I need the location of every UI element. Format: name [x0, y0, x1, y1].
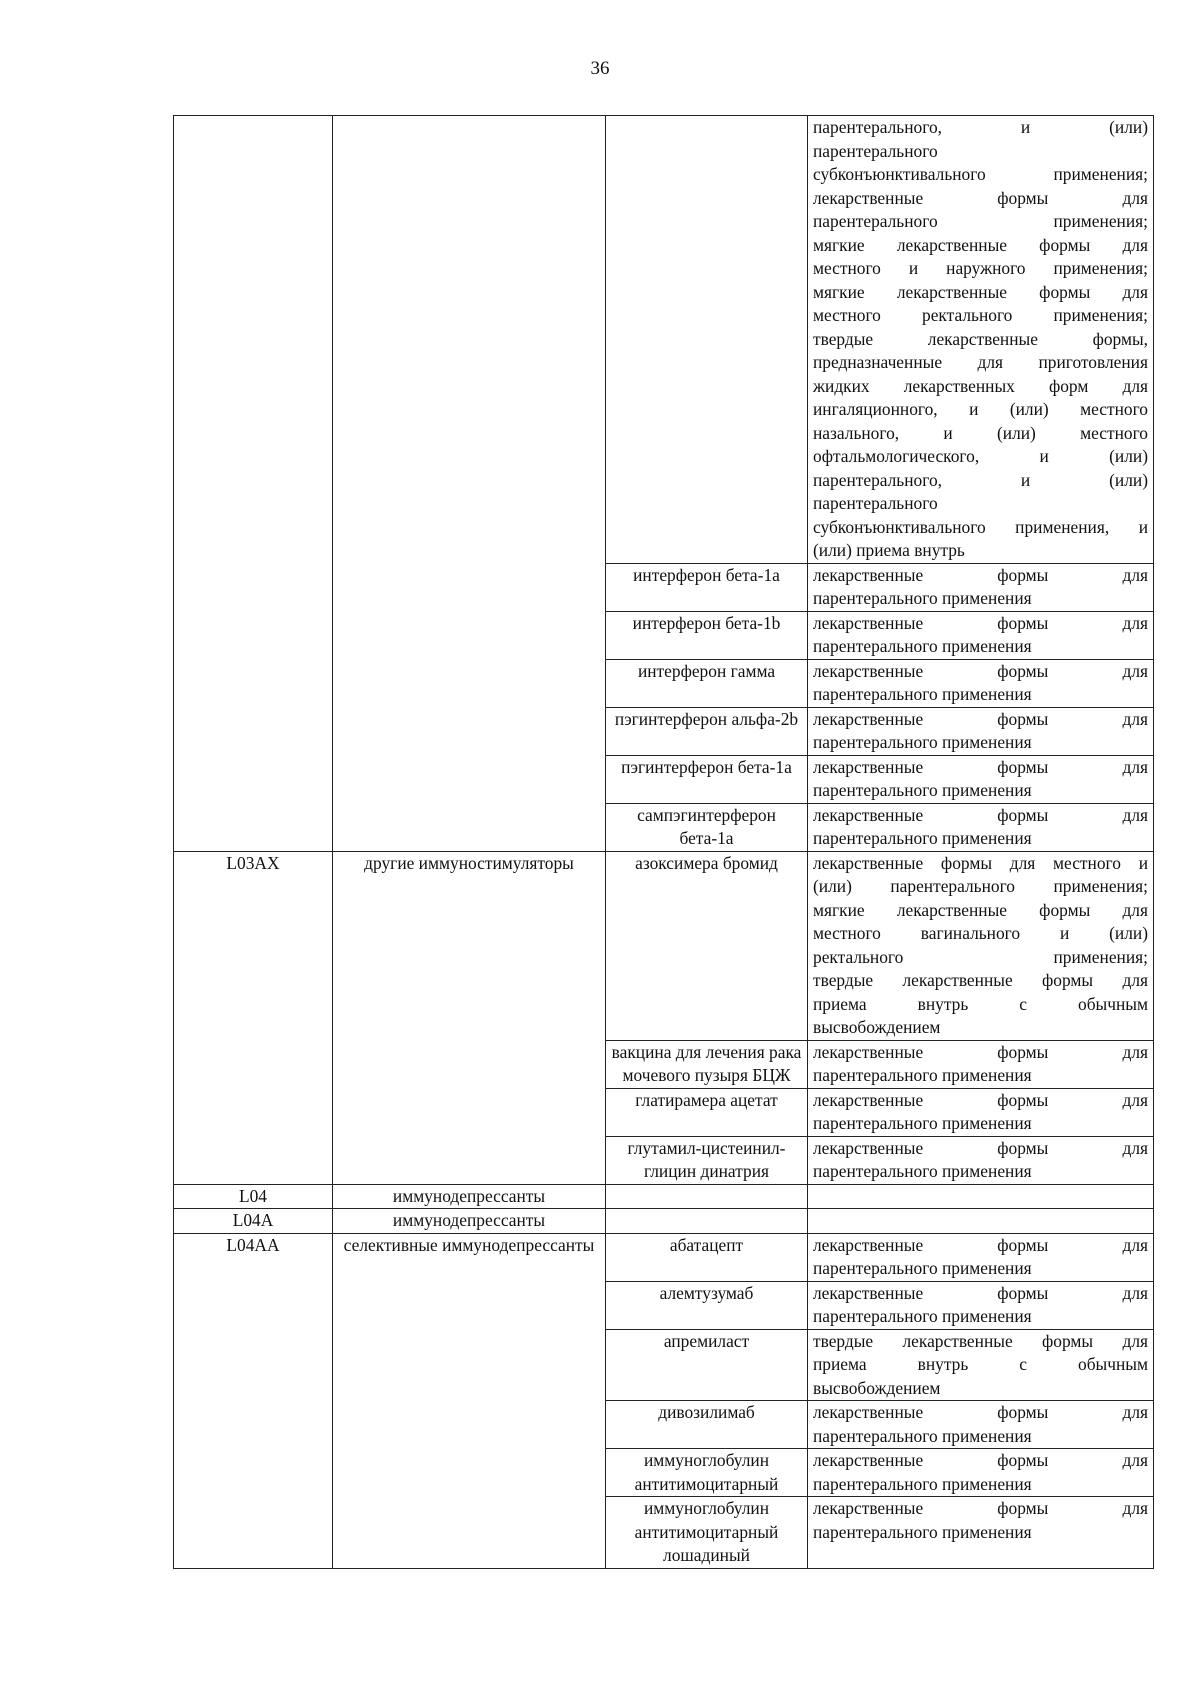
atc-code-cell: L03AX	[174, 851, 333, 1184]
group-name-cell: иммунодепрессанты	[333, 1184, 606, 1209]
dosage-form-line: парентерального применения	[813, 780, 1032, 800]
dosage-form-line: мягкие лекарственные формы для	[813, 281, 1148, 302]
dosage-form-cell	[808, 707, 1154, 755]
dosage-form-line: (или) парентерального применения;	[813, 876, 1148, 896]
dosage-form-line: лекарственные формы для	[813, 1282, 1148, 1303]
dosage-form-line: лекарственные формы для	[813, 1402, 1148, 1422]
drug-name-cell: алемтузумаб	[606, 1281, 808, 1329]
atc-code-cell: L04AA	[174, 1233, 333, 1568]
drug-name-cell: сампэгинтерферон бета-1a	[606, 803, 808, 851]
dosage-form-line: парентерального, и (или)	[813, 469, 1148, 490]
dosage-form-line: приема внутрь с обычным	[813, 993, 1148, 1014]
dosage-form-line: парентерального применения	[813, 1065, 1032, 1085]
dosage-form-line: лекарственные формы для	[813, 1137, 1148, 1158]
atc-code-cell	[174, 116, 333, 852]
dosage-form-cell	[808, 1329, 1154, 1401]
dosage-form-line: жидких лекарственных форм для	[813, 375, 1148, 396]
dosage-form-line: лекарственные формы для	[813, 756, 1148, 777]
dosage-form-line: парентерального применения	[813, 636, 1032, 656]
dosage-form-line: парентерального применения	[813, 588, 1032, 608]
drug-table	[173, 115, 1154, 1569]
dosage-form-line: парентерального применения	[813, 1258, 1032, 1278]
dosage-form-line: лекарственные формы для	[813, 1041, 1148, 1062]
dosage-form-line: (или) приема внутрь	[813, 540, 965, 560]
dosage-form-cell	[808, 659, 1154, 707]
group-name-cell	[333, 116, 606, 852]
atc-code-cell: L04A	[174, 1209, 333, 1234]
table-row	[174, 1233, 1154, 1281]
drug-name-cell: пэгинтерферон альфа-2b	[606, 707, 808, 755]
dosage-form-cell	[808, 1136, 1154, 1184]
dosage-form-line: парентерального применения	[813, 1306, 1032, 1326]
dosage-form-cell	[808, 1449, 1154, 1497]
dosage-form-line: лекарственные формы для	[813, 612, 1148, 633]
dosage-form-cell	[808, 803, 1154, 851]
dosage-form-line: субконъюнктивального применения, и	[813, 516, 1148, 537]
dosage-form-line: местного вагинального и (или)	[813, 923, 1148, 943]
dosage-form-line: твердые лекарственные формы,	[813, 328, 1148, 349]
dosage-form-line: лекарственные формы для	[813, 187, 1148, 208]
page-number: 36	[590, 58, 610, 79]
drug-name-cell: иммуноглобулин антитимоцитарный	[606, 1449, 808, 1497]
drug-name-cell	[606, 1209, 808, 1234]
dosage-form-line: парентерального применения	[813, 1161, 1032, 1181]
dosage-form-cell	[808, 563, 1154, 611]
dosage-form-line: лекарственные формы для местного и	[813, 852, 1148, 873]
dosage-form-line: парентерального применения	[813, 1521, 1032, 1542]
table-row	[174, 1184, 1154, 1209]
dosage-form-line: субконъюнктивального применения;	[813, 164, 1148, 184]
dosage-form-cell	[808, 116, 1154, 564]
dosage-form-cell	[808, 1233, 1154, 1281]
dosage-form-cell	[808, 611, 1154, 659]
dosage-form-line: лекарственные формы для	[813, 564, 1148, 585]
dosage-form-line: ингаляционного, и (или) местного	[813, 399, 1148, 419]
dosage-form-cell	[808, 1281, 1154, 1329]
dosage-form-line: парентерального применения	[813, 1113, 1032, 1133]
group-name-cell: селективные иммунодепрессанты	[333, 1233, 606, 1568]
dosage-form-cell	[808, 1401, 1154, 1449]
dosage-form-line: высвобождением	[813, 1017, 941, 1037]
drug-name-cell: дивозилимаб	[606, 1401, 808, 1449]
dosage-form-cell	[808, 755, 1154, 803]
drug-name-cell: глутамил-цистеинил-глицин динатрия	[606, 1136, 808, 1184]
table-row	[174, 1209, 1154, 1234]
dosage-form-cell	[808, 1184, 1154, 1209]
drug-name-cell: абатацепт	[606, 1233, 808, 1281]
dosage-form-line: парентерального применения	[813, 1425, 1032, 1446]
dosage-form-line: мягкие лекарственные формы для	[813, 234, 1148, 255]
dosage-form-line: приема внутрь с обычным	[813, 1354, 1148, 1374]
dosage-form-line: парентерального	[813, 140, 938, 161]
drug-name-cell: азоксимера бромид	[606, 851, 808, 1040]
drug-name-cell: пэгинтерферон бета-1a	[606, 755, 808, 803]
table-row	[174, 851, 1154, 1040]
dosage-form-line: парентерального применения	[813, 684, 1032, 704]
dosage-form-line: предназначенные для приготовления	[813, 352, 1148, 372]
dosage-form-line: лекарственные формы для	[813, 1498, 1148, 1518]
group-name-cell: иммунодепрессанты	[333, 1209, 606, 1234]
dosage-form-line: парентерального применения	[813, 828, 1032, 848]
drug-name-cell: интерферон гамма	[606, 659, 808, 707]
dosage-form-line: парентерального	[813, 493, 938, 513]
dosage-form-cell	[808, 1497, 1154, 1569]
dosage-form-cell	[808, 851, 1154, 1040]
atc-code-cell: L04	[174, 1184, 333, 1209]
dosage-form-line: лекарственные формы для	[813, 1234, 1148, 1255]
drug-name-cell: интерферон бета-1b	[606, 611, 808, 659]
dosage-form-line: парентерального применения	[813, 1473, 1032, 1494]
dosage-form-cell	[808, 1088, 1154, 1136]
dosage-form-line: ректального применения;	[813, 946, 1148, 967]
dosage-form-cell	[808, 1209, 1154, 1234]
dosage-form-line: парентерального, и (или)	[813, 117, 1148, 137]
dosage-form-line: парентерального применения;	[813, 211, 1148, 231]
group-name-cell: другие иммуностимуляторы	[333, 851, 606, 1184]
dosage-form-line: лекарственные формы для	[813, 660, 1148, 681]
table-row	[174, 116, 1154, 564]
drug-name-cell: глатирамера ацетат	[606, 1088, 808, 1136]
drug-name-cell: иммуноглобулин антитимоцитарный лошадиный	[606, 1497, 808, 1569]
dosage-form-line: твердые лекарственные формы для	[813, 1330, 1148, 1351]
dosage-form-cell	[808, 1040, 1154, 1088]
dosage-form-line: мягкие лекарственные формы для	[813, 899, 1148, 920]
drug-name-cell	[606, 1184, 808, 1209]
dosage-form-line: офтальмологического, и (или)	[813, 446, 1148, 466]
dosage-form-line: парентерального применения	[813, 732, 1032, 752]
dosage-form-line: высвобождением	[813, 1377, 941, 1398]
dosage-form-line: лекарственные формы для	[813, 708, 1148, 729]
drug-name-cell: апремиласт	[606, 1329, 808, 1401]
dosage-form-line: местного ректального применения;	[813, 305, 1148, 325]
dosage-form-line: лекарственные формы для	[813, 1089, 1148, 1110]
dosage-form-line: назального, и (или) местного	[813, 422, 1148, 443]
drug-name-cell: интерферон бета-1a	[606, 563, 808, 611]
dosage-form-line: лекарственные формы для	[813, 1450, 1148, 1470]
dosage-form-line: местного и наружного применения;	[813, 258, 1148, 278]
dosage-form-line: лекарственные формы для	[813, 804, 1148, 825]
drug-name-cell	[606, 116, 808, 564]
drug-name-cell: вакцина для лечения рака мочевого пузыря БЦЖ	[606, 1040, 808, 1088]
dosage-form-line: твердые лекарственные формы для	[813, 970, 1148, 990]
